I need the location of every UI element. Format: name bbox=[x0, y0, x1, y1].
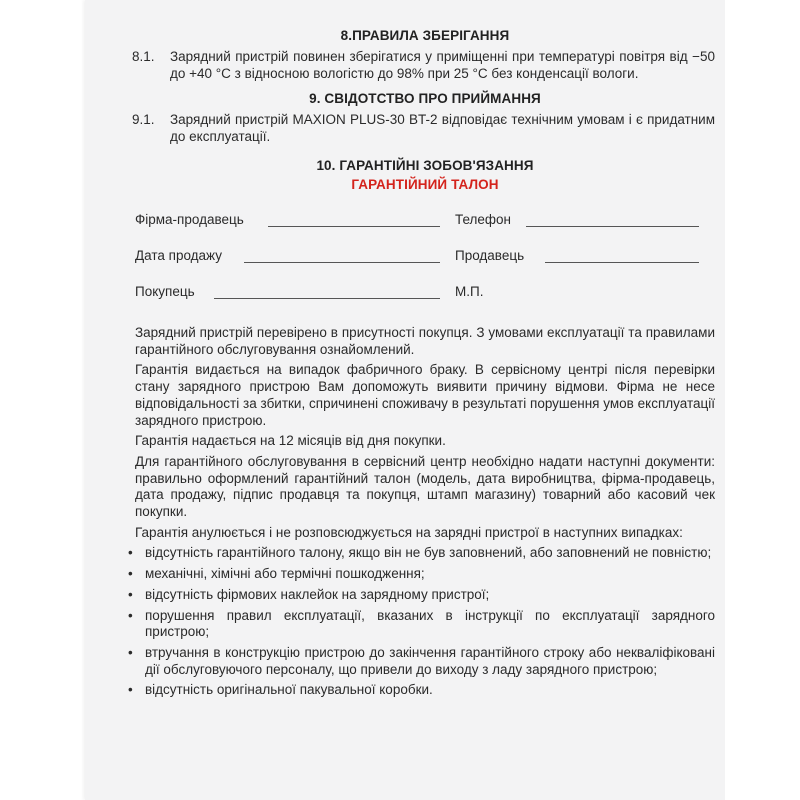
bullet-icon: • bbox=[128, 586, 133, 602]
seller-field[interactable] bbox=[545, 262, 699, 263]
item-text: Зарядний пристрій MAXION PLUS-30 BT-2 відповідає технічним умовам і є придатним до експлуатації. bbox=[170, 112, 715, 144]
form-row-1 bbox=[135, 212, 715, 248]
void-conditions-list bbox=[128, 545, 715, 699]
bullet-icon: • bbox=[128, 545, 133, 561]
form-row-3 bbox=[135, 284, 715, 320]
section-9-title: 9. СВІДОТСТВО ПРО ПРИЙМАННЯ bbox=[309, 91, 541, 106]
section-10-title: 10. ГАРАНТІЙНІ ЗОБОВ'ЯЗАННЯ bbox=[316, 158, 534, 173]
buyer-label: Покупець bbox=[135, 284, 195, 299]
section-8-title: 8.ПРАВИЛА ЗБЕРІГАННЯ bbox=[340, 28, 510, 43]
seller-firm-field[interactable] bbox=[268, 226, 440, 227]
form-row-2 bbox=[135, 248, 715, 284]
sale-date-label: Дата продажу bbox=[135, 248, 222, 263]
page-content bbox=[128, 28, 715, 703]
item-number: 9.1. bbox=[132, 112, 155, 127]
paragraph-warranty-defect: Гарантія видається на випадок фабричного браку. В сервісному центрі після перевірки стану зарядного пристрою Вам допоможуть виявити причину відмови. Фірма не несе відповідальності за збитки, спричинені споживачу в результаті порушення умов експлуатації зарядного пристрою. bbox=[135, 362, 715, 428]
item-number: 8.1. bbox=[132, 49, 155, 64]
paragraph-warranty-period: Гарантія надається на 12 місяців від дня покупки. bbox=[135, 433, 446, 449]
bullet-icon: • bbox=[128, 644, 133, 660]
warranty-card-title: ГАРАНТІЙНИЙ ТАЛОН bbox=[351, 177, 499, 192]
list-item: • відсутність оригінальної пакувальної коробки. bbox=[128, 682, 433, 698]
phone-label: Телефон bbox=[455, 212, 512, 227]
bullet-icon: • bbox=[128, 566, 133, 582]
document-page bbox=[85, 0, 725, 800]
seller-label: Продавець bbox=[455, 248, 525, 263]
list-item: • втручання в конструкцію пристрою до закінчення гарантійного строку або некваліфіковані дії обслуговуючого персоналу, що привели до виходу з ладу зарядного пристрою; bbox=[128, 644, 715, 677]
section-9-item bbox=[132, 111, 715, 145]
paragraph-warranty-void: Гарантія анулюється і не розповсюджується на зарядні пристрої в наступних випадках: bbox=[135, 524, 683, 540]
seller-firm-label: Фірма-продавець bbox=[135, 212, 244, 227]
bullet-icon: • bbox=[128, 607, 133, 623]
sale-date-field[interactable] bbox=[244, 262, 440, 263]
buyer-field[interactable] bbox=[214, 298, 440, 299]
list-item: • відсутність фірмових наклейок на зарядному пристрої; bbox=[128, 586, 490, 602]
list-item: • механічні, хімічні або термічні пошкодження; bbox=[128, 566, 425, 582]
list-item: • відсутність гарантійного талону, якщо він не був заповнений, або заповнений не повністю; bbox=[128, 545, 712, 561]
phone-field[interactable] bbox=[526, 226, 699, 227]
paragraph-inspection: Зарядний пристрій перевірено в присутності покупця. З умовами експлуатації та правилами гарантійного обслуговування ознайомлений. bbox=[135, 325, 715, 357]
bullet-icon: • bbox=[128, 682, 133, 698]
section-8-item bbox=[132, 48, 715, 82]
stamp-label: М.П. bbox=[455, 284, 484, 299]
paragraph-service-documents: Для гарантійного обслуговування в сервісний центр необхідно надати наступні документи: правильно оформлений гарантійний талон (модель, дата виробництва, фірма-продавець, дата продажу, підпис продавця та покупця, штамп магазину) товарний або касовий чек покупки. bbox=[135, 453, 715, 520]
list-item: • порушення правил експлуатації, вказаних в інструкції по експлуатації зарядного пристрою; bbox=[128, 607, 715, 640]
item-text: Зарядний пристрій повинен зберігатися у приміщенні при температурі повітря від −50 до +40 °С з відносною вологістю до 98% при 25 °С без конденсації вологи. bbox=[170, 49, 715, 81]
